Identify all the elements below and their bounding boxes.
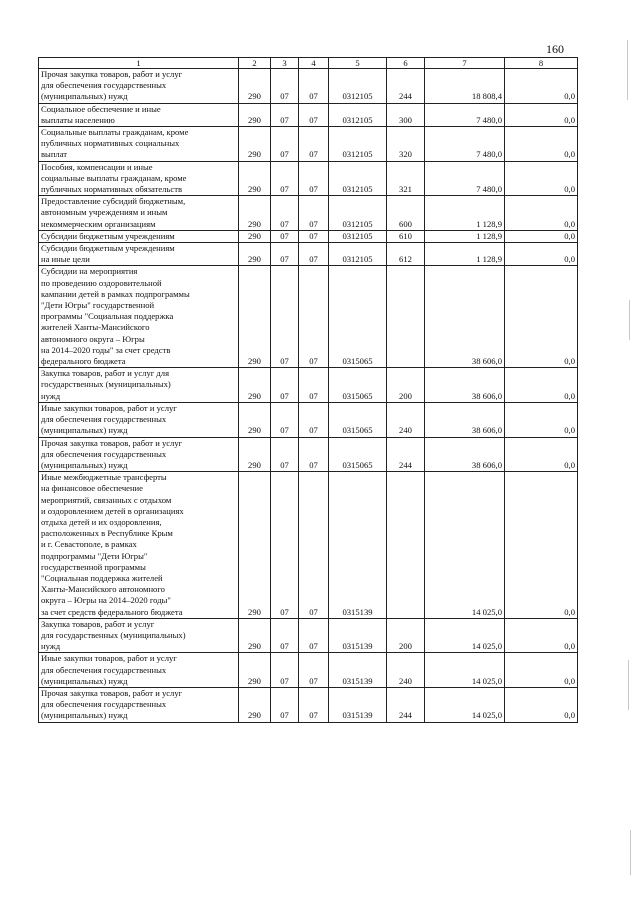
article-cell: 0315065: [329, 368, 387, 403]
type-cell: 600: [387, 196, 425, 231]
article-cell: 0315139: [329, 687, 387, 722]
type-cell: [387, 266, 425, 368]
amount-cell: 18 808,4: [425, 69, 505, 104]
row-name: Закупка товаров, работ и услуг для государственных (муниципальных) нужд: [39, 368, 239, 403]
code-cell: 290: [239, 368, 271, 403]
type-cell: 320: [387, 127, 425, 162]
column-header: 4: [299, 58, 329, 69]
code-cell: 290: [239, 618, 271, 653]
type-cell: 240: [387, 653, 425, 688]
table-row: [39, 161, 578, 196]
section-cell: 07: [271, 243, 299, 266]
table-row: [39, 437, 578, 472]
code-cell: 290: [239, 127, 271, 162]
amount2-cell: 0,0: [505, 437, 578, 472]
header-row: [39, 58, 578, 69]
row-name: Прочая закупка товаров, работ и услуг для обеспечения государственных (муниципальных) нужд: [39, 687, 239, 722]
column-header: 1: [39, 58, 239, 69]
amount2-cell: 0,0: [505, 266, 578, 368]
article-cell: 0315065: [329, 437, 387, 472]
table-row: [39, 127, 578, 162]
amount-cell: 7 480,0: [425, 103, 505, 126]
column-header: 2: [239, 58, 271, 69]
table-row: [39, 230, 578, 242]
row-name: Субсидии бюджетным учреждениям: [39, 230, 239, 242]
section-cell: 07: [271, 402, 299, 437]
amount2-cell: 0,0: [505, 402, 578, 437]
code-cell: 290: [239, 472, 271, 619]
table-body: [39, 69, 578, 723]
code-cell: 290: [239, 402, 271, 437]
article-cell: 0315065: [329, 402, 387, 437]
subsection-cell: 07: [299, 243, 329, 266]
section-cell: 07: [271, 653, 299, 688]
table-row: [39, 472, 578, 619]
row-name: Социальное обеспечение и иные выплаты населению: [39, 103, 239, 126]
article-cell: 0312105: [329, 127, 387, 162]
subsection-cell: 07: [299, 69, 329, 104]
section-cell: 07: [271, 161, 299, 196]
amount2-cell: 0,0: [505, 368, 578, 403]
row-name: Предоставление субсидий бюджетным, автономным учреждениям и иным некоммерческим организациям: [39, 196, 239, 231]
amount-cell: 14 025,0: [425, 653, 505, 688]
article-cell: 0315139: [329, 618, 387, 653]
table-row: [39, 196, 578, 231]
type-cell: 321: [387, 161, 425, 196]
article-cell: 0312105: [329, 103, 387, 126]
column-header: 3: [271, 58, 299, 69]
column-header: 6: [387, 58, 425, 69]
type-cell: 200: [387, 618, 425, 653]
subsection-cell: 07: [299, 230, 329, 242]
type-cell: 244: [387, 687, 425, 722]
amount2-cell: 0,0: [505, 653, 578, 688]
code-cell: 290: [239, 653, 271, 688]
amount2-cell: 0,0: [505, 243, 578, 266]
article-cell: 0312105: [329, 243, 387, 266]
subsection-cell: 07: [299, 127, 329, 162]
subsection-cell: 07: [299, 618, 329, 653]
subsection-cell: 07: [299, 266, 329, 368]
amount2-cell: 0,0: [505, 618, 578, 653]
section-cell: 07: [271, 69, 299, 104]
code-cell: 290: [239, 161, 271, 196]
scan-edge-mark: [629, 300, 630, 340]
amount-cell: 1 128,9: [425, 196, 505, 231]
row-name: Социальные выплаты гражданам, кроме публичных нормативных социальных выплат: [39, 127, 239, 162]
subsection-cell: 07: [299, 653, 329, 688]
code-cell: 290: [239, 687, 271, 722]
code-cell: 290: [239, 230, 271, 242]
type-cell: 200: [387, 368, 425, 403]
type-cell: 244: [387, 69, 425, 104]
subsection-cell: 07: [299, 196, 329, 231]
article-cell: 0312105: [329, 230, 387, 242]
scan-edge-mark: [628, 660, 629, 710]
amount-cell: 7 480,0: [425, 161, 505, 196]
code-cell: 290: [239, 196, 271, 231]
section-cell: 07: [271, 687, 299, 722]
amount2-cell: 0,0: [505, 69, 578, 104]
budget-table: [38, 57, 578, 723]
amount-cell: 1 128,9: [425, 243, 505, 266]
type-cell: 612: [387, 243, 425, 266]
row-name: Пособия, компенсации и иные социальные выплаты гражданам, кроме публичных нормативных обязательств: [39, 161, 239, 196]
code-cell: 290: [239, 243, 271, 266]
scan-edge-mark: [627, 40, 628, 100]
row-name: Субсидии бюджетным учреждениям на иные цели: [39, 243, 239, 266]
amount-cell: 38 606,0: [425, 266, 505, 368]
amount2-cell: 0,0: [505, 472, 578, 619]
amount-cell: 14 025,0: [425, 472, 505, 619]
subsection-cell: 07: [299, 103, 329, 126]
amount-cell: 1 128,9: [425, 230, 505, 242]
type-cell: 300: [387, 103, 425, 126]
subsection-cell: 07: [299, 402, 329, 437]
row-name: Закупка товаров, работ и услуг для государственных (муниципальных) нужд: [39, 618, 239, 653]
row-name: Иные межбюджетные трансферты на финансовое обеспечение мероприятий, связанных с отдыхом и оздоровлением детей в организациях отдыха детей и их оздоровления, расположенных в Республике Крым и г. Севастополе, в рамках подпрограммы "Дети Югры" государственной программы "Социальная поддержка жителей Ханты-Мансийского автономного округа – Югры на 2014–2020 годы" за счет средств федерального бюджета: [39, 472, 239, 619]
article-cell: 0312105: [329, 196, 387, 231]
column-header: 5: [329, 58, 387, 69]
table-row: [39, 618, 578, 653]
amount2-cell: 0,0: [505, 127, 578, 162]
column-header: 8: [505, 58, 578, 69]
section-cell: 07: [271, 196, 299, 231]
subsection-cell: 07: [299, 437, 329, 472]
section-cell: 07: [271, 437, 299, 472]
row-name: Субсидии на мероприятия по проведению оздоровительной кампании детей в рамках подпрограммы "Дети Югры" государственной программы "Социальная поддержка жителей Ханты-Мансийского автономного округа – Югры на 2014–2020 годы" за счет средств федерального бюджета: [39, 266, 239, 368]
table-row: [39, 687, 578, 722]
subsection-cell: 07: [299, 161, 329, 196]
type-cell: 244: [387, 437, 425, 472]
column-header: 7: [425, 58, 505, 69]
table-row: [39, 103, 578, 126]
amount2-cell: 0,0: [505, 687, 578, 722]
amount2-cell: 0,0: [505, 230, 578, 242]
page-number: 160: [546, 42, 564, 56]
subsection-cell: 07: [299, 368, 329, 403]
table-row: [39, 402, 578, 437]
subsection-cell: 07: [299, 472, 329, 619]
type-cell: 240: [387, 402, 425, 437]
row-name: Иные закупки товаров, работ и услуг для обеспечения государственных (муниципальных) нужд: [39, 402, 239, 437]
code-cell: 290: [239, 103, 271, 126]
table-row: [39, 243, 578, 266]
table-row: [39, 368, 578, 403]
subsection-cell: 07: [299, 687, 329, 722]
type-cell: [387, 472, 425, 619]
amount-cell: 38 606,0: [425, 368, 505, 403]
article-cell: 0315139: [329, 653, 387, 688]
amount-cell: 14 025,0: [425, 618, 505, 653]
section-cell: 07: [271, 103, 299, 126]
type-cell: 610: [387, 230, 425, 242]
article-cell: 0315139: [329, 472, 387, 619]
amount2-cell: 0,0: [505, 103, 578, 126]
row-name: Иные закупки товаров, работ и услуг для обеспечения государственных (муниципальных) нужд: [39, 653, 239, 688]
table-row: [39, 266, 578, 368]
article-cell: 0315065: [329, 266, 387, 368]
code-cell: 290: [239, 266, 271, 368]
amount2-cell: 0,0: [505, 196, 578, 231]
section-cell: 07: [271, 472, 299, 619]
amount-cell: 14 025,0: [425, 687, 505, 722]
section-cell: 07: [271, 368, 299, 403]
scan-edge-mark: [630, 830, 631, 875]
amount-cell: 38 606,0: [425, 402, 505, 437]
section-cell: 07: [271, 266, 299, 368]
section-cell: 07: [271, 127, 299, 162]
section-cell: 07: [271, 230, 299, 242]
section-cell: 07: [271, 618, 299, 653]
amount2-cell: 0,0: [505, 161, 578, 196]
amount-cell: 7 480,0: [425, 127, 505, 162]
code-cell: 290: [239, 69, 271, 104]
code-cell: 290: [239, 437, 271, 472]
amount-cell: 38 606,0: [425, 437, 505, 472]
table-row: [39, 653, 578, 688]
table-row: [39, 69, 578, 104]
row-name: Прочая закупка товаров, работ и услуг для обеспечения государственных (муниципальных) нужд: [39, 69, 239, 104]
article-cell: 0312105: [329, 69, 387, 104]
row-name: Прочая закупка товаров, работ и услуг для обеспечения государственных (муниципальных) нужд: [39, 437, 239, 472]
article-cell: 0312105: [329, 161, 387, 196]
